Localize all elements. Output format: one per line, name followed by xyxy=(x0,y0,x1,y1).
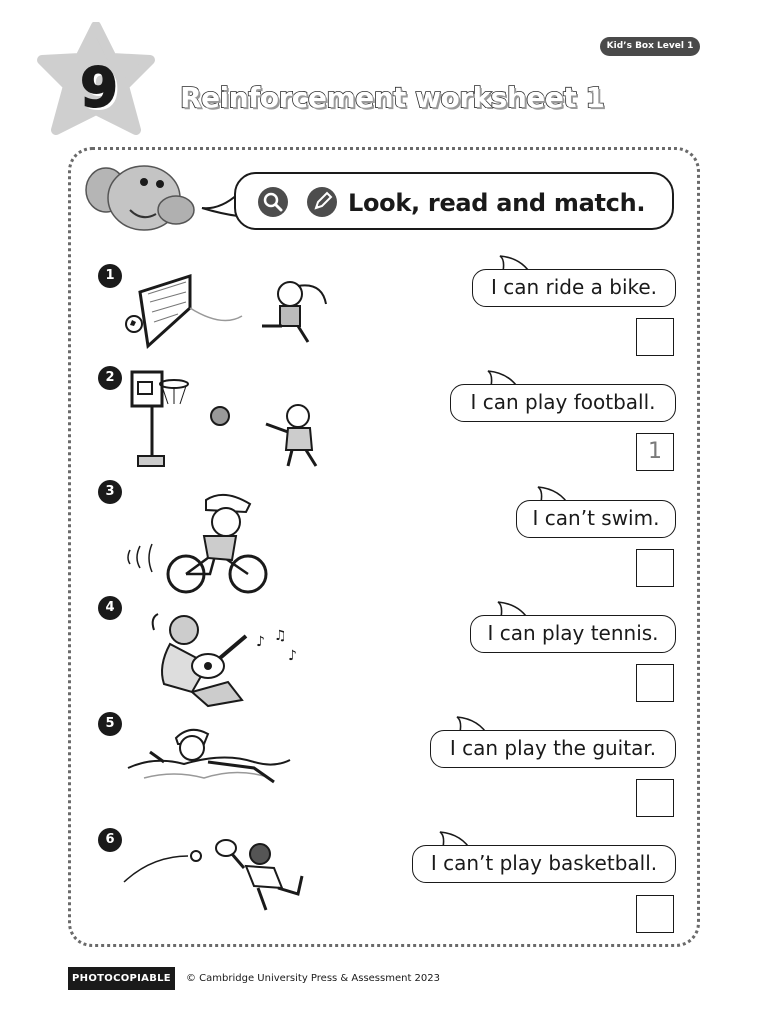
basketball-scene-illustration xyxy=(128,366,334,472)
picture-number: 3 xyxy=(98,480,122,504)
elephant-mascot-icon xyxy=(82,160,202,236)
sentence-bubble: I can’t swim. xyxy=(516,500,676,538)
picture-number: 2 xyxy=(98,366,122,390)
magnifier-icon xyxy=(258,187,288,217)
swim-scene-illustration xyxy=(124,722,294,798)
picture-number: 5 xyxy=(98,712,122,736)
svg-text:♪: ♪ xyxy=(256,634,265,650)
football-scene-illustration xyxy=(112,268,334,350)
instruction-text: Look, read and match. xyxy=(348,189,646,217)
answer-box[interactable]: 1 xyxy=(636,433,674,471)
svg-text:♪: ♪ xyxy=(288,648,297,664)
copyright-text: © Cambridge University Press & Assessment 2023 xyxy=(186,973,441,984)
answer-box[interactable] xyxy=(636,318,674,356)
sentence-bubble: I can play tennis. xyxy=(470,615,676,653)
sentence-bubble: I can play football. xyxy=(450,384,676,422)
bike-scene-illustration xyxy=(124,488,274,596)
level-badge: Kid’s Box Level 1 xyxy=(600,37,700,56)
picture-number: 1 xyxy=(98,264,122,288)
sentence-bubble: I can play the guitar. xyxy=(430,730,676,768)
pencil-icon xyxy=(307,187,337,217)
tennis-scene-illustration xyxy=(122,836,308,916)
photocopiable-badge: PHOTOCOPIABLE xyxy=(68,967,175,990)
page-title: Reinforcement worksheet 1 xyxy=(180,81,605,114)
picture-number: 6 xyxy=(98,828,122,852)
answer-box[interactable] xyxy=(636,664,674,702)
answer-box[interactable] xyxy=(636,779,674,817)
answer-box[interactable] xyxy=(636,549,674,587)
picture-number: 4 xyxy=(98,596,122,620)
unit-number: 9 xyxy=(80,56,118,119)
sentence-bubble: I can’t play basketball. xyxy=(412,845,676,883)
svg-text:♫: ♫ xyxy=(274,628,287,644)
sentence-bubble: I can ride a bike. xyxy=(472,269,676,307)
guitar-scene-illustration xyxy=(148,608,308,712)
answer-box[interactable] xyxy=(636,895,674,933)
